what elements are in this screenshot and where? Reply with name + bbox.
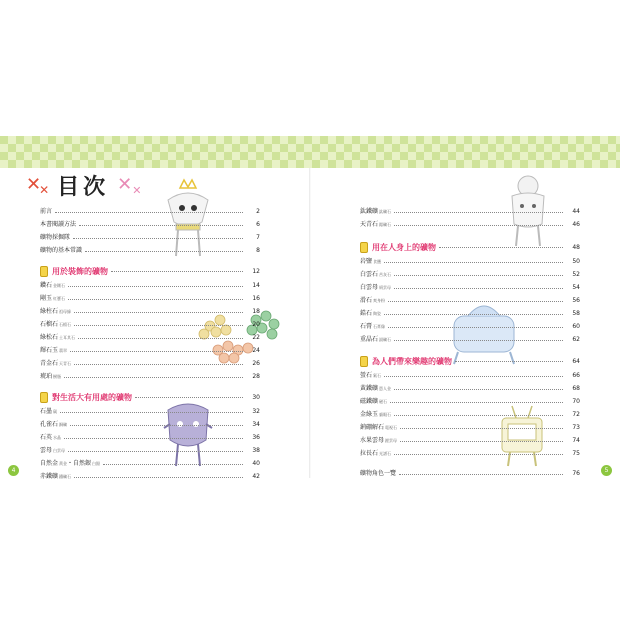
- toc-row[interactable]: 青金石天青石 26: [40, 360, 260, 367]
- toc-row[interactable]: 石墨碳 32: [40, 408, 260, 415]
- toc-row[interactable]: 金綠玉貓眼石 72: [360, 411, 580, 418]
- toc-row[interactable]: 輝石玉翡翠 24: [40, 347, 260, 354]
- sparkle-icon: ✕: [117, 174, 133, 195]
- toc-row[interactable]: 白雲石苦灰石 52: [360, 271, 580, 278]
- toc-row[interactable]: 石英水晶 36: [40, 434, 260, 441]
- sparkle-icon: ✕: [132, 184, 142, 197]
- toc-row[interactable]: 鈉硼解石電視石 73: [360, 424, 580, 431]
- badge-icon: [40, 266, 48, 277]
- page-title: 目次: [57, 174, 110, 200]
- toc-row[interactable]: 重晶石鋇礦石 62: [360, 336, 580, 343]
- toc-title: [26, 170, 141, 200]
- toc-row[interactable]: 綠松石土耳其石 22: [40, 334, 260, 341]
- checkered-header-band: [0, 136, 620, 168]
- toc-row[interactable]: 鈦鐵礦鈦礦石 44: [360, 208, 580, 215]
- toc-row[interactable]: 滑石爽身粉 56: [360, 297, 580, 304]
- toc-row[interactable]: 鑽石金剛石 14: [40, 282, 260, 289]
- toc-row[interactable]: 琥珀樹脂 28: [40, 373, 260, 380]
- toc-row[interactable]: 礦物的基本常識 8: [40, 247, 260, 254]
- toc-row[interactable]: 天青石鍶礦石 46: [360, 221, 580, 228]
- sparkle-icon: ✕: [26, 174, 42, 195]
- toc-row[interactable]: 雲母白雲母 38: [40, 447, 260, 454]
- toc-row[interactable]: 石膏石膏像 60: [360, 323, 580, 330]
- sparkle-icon: ✕: [39, 183, 50, 197]
- book-spine: [309, 168, 311, 478]
- badge-icon: [360, 356, 368, 367]
- page-number-left: 4: [8, 465, 19, 476]
- toc-row[interactable]: 赤鐵礦鐵礦石 42: [40, 473, 260, 480]
- toc-row[interactable]: 本書閱讀方法 6: [40, 221, 260, 228]
- toc-row[interactable]: 礦物角色一覽 76: [360, 470, 580, 477]
- page-number-right: 5: [601, 465, 612, 476]
- toc-row[interactable]: 剛玉紅寶石 16: [40, 295, 260, 302]
- toc-row[interactable]: 石榴石石榴石 20: [40, 321, 260, 328]
- toc-row[interactable]: 前言 2: [40, 208, 260, 215]
- toc-row[interactable]: 礦物採掘隊 7: [40, 234, 260, 241]
- toc-section-heading[interactable]: 用在人身上的礦物 48: [360, 240, 580, 254]
- toc-row[interactable]: 水果雲母鋰雲母 74: [360, 437, 580, 444]
- toc-row[interactable]: 螢石氟石 66: [360, 372, 580, 379]
- toc-row[interactable]: 鋯石陶瓷 58: [360, 310, 580, 317]
- toc-row[interactable]: 孔雀石銅礦 34: [40, 421, 260, 428]
- toc-row[interactable]: 綠柱石祖母綠 18: [40, 308, 260, 315]
- badge-icon: [360, 242, 368, 253]
- toc-section-heading[interactable]: 用於裝飾的礦物 12: [40, 264, 260, 278]
- toc-row[interactable]: 磁鐵礦磁石 70: [360, 398, 580, 405]
- toc-row[interactable]: 拉長石光譜石 75: [360, 450, 580, 457]
- toc-section-heading[interactable]: 對生活大有用處的礦物 30: [40, 390, 260, 404]
- toc-section-heading[interactable]: 為人們帶來樂趣的礦物 64: [360, 354, 580, 368]
- badge-icon: [40, 392, 48, 403]
- toc-row[interactable]: 岩鹽食鹽 50: [360, 258, 580, 265]
- toc-row[interactable]: 自然金黃金・自然銀白銀 40: [40, 460, 260, 467]
- toc-row[interactable]: 白雲母絹雲母 54: [360, 284, 580, 291]
- toc-row[interactable]: 黃鐵礦愚人金 68: [360, 385, 580, 392]
